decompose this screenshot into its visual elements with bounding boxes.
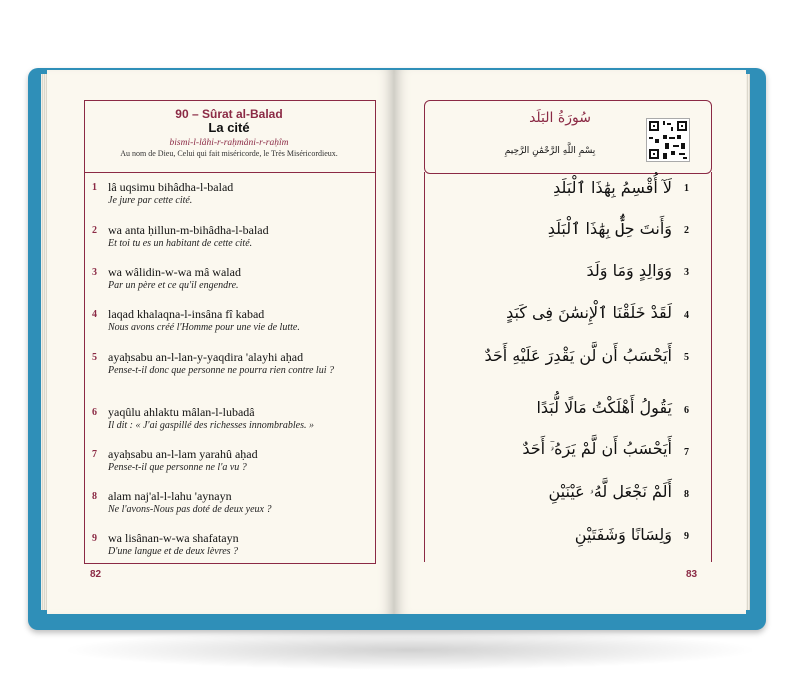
arabic-verse-4: لَقَدْ خَلَقْنَا ٱلْإِنسَٰنَ فِى كَبَدٍ [506, 303, 672, 322]
verse-transliteration: yaqûlu ahlaktu mâlan-l-lubadâ [108, 405, 255, 419]
arabic-verse-7: أَيَحْسَبُ أَن لَّمْ يَرَهُۥٓ أَحَدٌ [522, 439, 672, 458]
arabic-verse-number-6: 6 [684, 405, 689, 416]
verse-number: 7 [92, 449, 97, 460]
arabic-verse-1: لَآ أُقْسِمُ بِهَٰذَا ٱلْبَلَدِ [553, 178, 672, 197]
arabic-verse-number-3: 3 [684, 267, 689, 278]
verse-translation: Il dit : « J'ai gaspillé des richesses innombrables. » [108, 420, 315, 431]
verse-transliteration: alam naj'al-l-lahu 'aynayn [108, 489, 232, 503]
qr-code-icon[interactable] [646, 118, 690, 162]
basmala-transliteration: bismi-l-lâhi-r-raḥmâni-r-raḥîm [169, 138, 289, 148]
basmala-arabic: بِسْمِ اللَّهِ الرَّحْمَٰنِ الرَّحِيمِ [504, 146, 596, 156]
verse-number: 3 [92, 267, 97, 278]
arabic-verse-2: وَأَنتَ حِلٌّۢ بِهَٰذَا ٱلْبَلَدِ [547, 219, 672, 238]
verse-number: 2 [92, 225, 97, 236]
sura-name-fr: La cité [208, 120, 250, 135]
verse-transliteration: laqad khalaqna-l-insâna fî kabad [108, 307, 265, 321]
arabic-verse-8: أَلَمْ نَجْعَل لَّهُۥ عَيْنَيْنِ [548, 482, 672, 501]
verse-number: 5 [92, 352, 97, 363]
verse-translation: Nous avons créé l'Homme pour une vie de lutte. [108, 322, 300, 333]
verse-translation: Pense-t-il que personne ne l'a vu ? [108, 462, 247, 473]
verse-translation: Et toi tu es un habitant de cette cité. [108, 238, 253, 249]
verse-transliteration: ayaḥsabu an-l-lan-y-yaqdira 'alayhi aḥad [108, 350, 304, 364]
verse-transliteration: wa wâlidin-w-wa mâ walad [108, 265, 241, 279]
verse-number: 6 [92, 407, 97, 418]
basmala-translation: Au nom de Dieu, Celui qui fait miséricorde, le Très Miséricordieux. [120, 149, 338, 158]
arabic-verse-number-5: 5 [684, 352, 689, 363]
arabic-verse-6: يَقُولُ أَهْلَكْتُ مَالًا لُّبَدًا [536, 398, 672, 417]
verse-number: 1 [92, 182, 97, 193]
verse-transliteration: wa anta ḥillun-m-bihâdha-l-balad [108, 223, 269, 237]
arabic-verse-5: أَيَحْسَبُ أَن لَّن يَقْدِرَ عَلَيْهِ أَحَدٌ [484, 346, 672, 365]
verse-number: 8 [92, 491, 97, 502]
verse-transliteration: wa lisânan-w-wa shafatayn [108, 531, 239, 545]
arabic-verse-number-7: 7 [684, 447, 689, 458]
verse-transliteration: lâ uqsimu bihâdha-l-balad [108, 180, 234, 194]
verse-translation: Pense-t-il donc que personne ne pourra rien contre lui ? [108, 365, 334, 376]
verse-translation: D'une langue et de deux lèvres ? [108, 546, 239, 557]
arabic-verse-9: وَلِسَانًا وَشَفَتَيْنِ [574, 525, 672, 544]
verse-number: 9 [92, 533, 97, 544]
verse-transliteration: ayaḥsabu an-l-lam yarahû aḥad [108, 447, 258, 461]
arabic-verse-number-8: 8 [684, 489, 689, 500]
arabic-verse-number-1: 1 [684, 183, 689, 194]
sura-heading: 90 – Sûrat al-Balad [175, 107, 283, 121]
verse-translation: Je jure par cette cité. [108, 195, 193, 206]
verse-translation: Par un père et ce qu'il engendre. [108, 280, 239, 291]
page-number-left: 82 [90, 569, 102, 580]
arabic-verse-number-4: 4 [684, 310, 689, 321]
arabic-verse-number-2: 2 [684, 225, 689, 236]
arabic-verse-3: وَوَالِدٍ وَمَا وَلَدَ [586, 261, 672, 280]
arabic-verse-number-9: 9 [684, 531, 689, 542]
verse-number: 4 [92, 309, 97, 320]
book-shadow [60, 630, 760, 670]
verse-translation: Ne l'avons-Nous pas doté de deux yeux ? [108, 504, 272, 515]
page-number-right: 83 [686, 569, 698, 580]
sura-title-arabic: سُورَةُ البَلَد [529, 110, 591, 126]
